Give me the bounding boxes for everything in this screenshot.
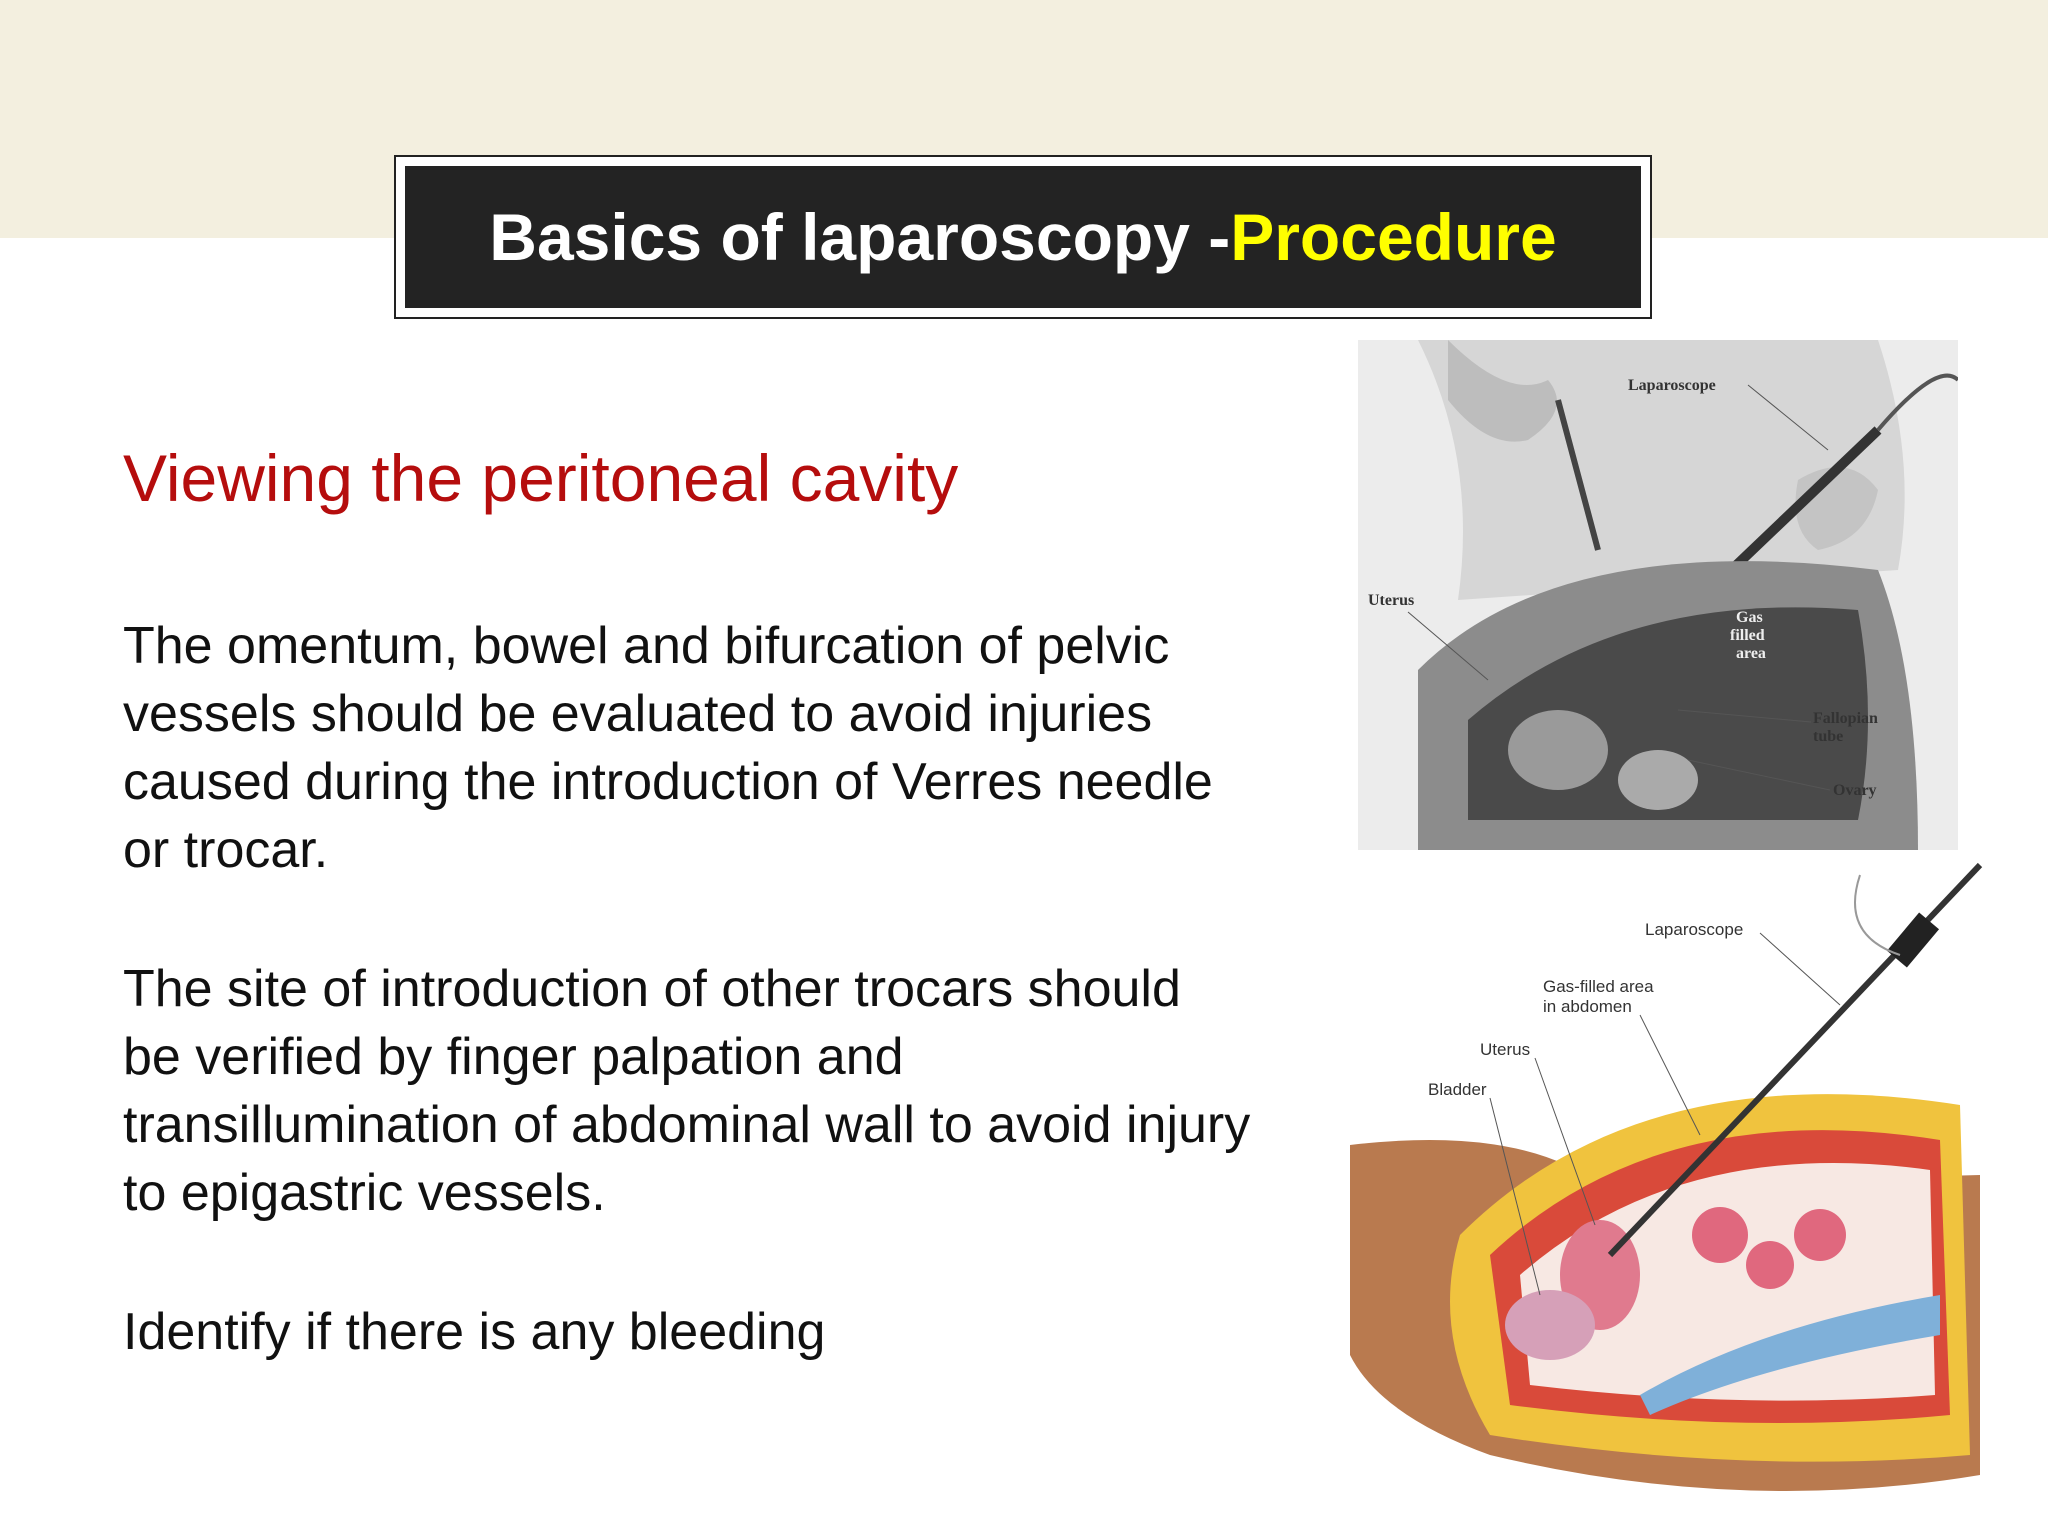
bladder-shape <box>1505 1290 1595 1360</box>
slide-title <box>405 166 1641 308</box>
uterus-shape <box>1508 710 1608 790</box>
slide-subtitle: Viewing the peritoneal cavity <box>123 441 959 515</box>
label-ovary: Ovary <box>1833 782 1877 799</box>
paragraph-2: The site of introduction of other trocars should be verified by finger palpation and transillumination of abdominal wall to avoid injury to epigastric vessels. <box>123 960 1251 1222</box>
label-fallopian-2: tube <box>1813 728 1844 745</box>
title-main: Basics of laparoscopy - <box>489 200 1231 274</box>
label-gas-2: in abdomen <box>1543 997 1632 1016</box>
paragraph-1: The omentum, bowel and bifurcation of pelvic vessels should be evaluated to avoid injuries caused during the introduction of Verres needle or trocar. <box>123 617 1213 879</box>
title-accent: Procedure <box>1230 200 1557 274</box>
label-gas-3: area <box>1736 645 1766 662</box>
organ-shape <box>1618 750 1698 810</box>
label-uterus: Uterus <box>1480 1040 1531 1059</box>
leader-laparoscope <box>1760 933 1840 1005</box>
label-bladder: Bladder <box>1428 1080 1487 1099</box>
label-fallopian-1: Fallopian <box>1813 710 1878 727</box>
label-laparoscope: Laparoscope <box>1645 920 1744 939</box>
label-gas-2: filled <box>1730 627 1765 644</box>
bowel-loop <box>1746 1241 1794 1289</box>
label-gas-1: Gas-filled area <box>1543 977 1654 996</box>
label-uterus: Uterus <box>1368 592 1415 609</box>
label-gas-1: Gas <box>1736 609 1763 626</box>
laparoscopy-illustration-grayscale <box>1358 340 1958 850</box>
bowel-loop <box>1692 1207 1748 1263</box>
light-cable <box>1855 875 1900 955</box>
paragraph-3: Identify if there is any bleeding <box>123 1303 826 1361</box>
label-laparoscope: Laparoscope <box>1628 377 1716 394</box>
laparoscopy-illustration-color <box>1340 855 2000 1505</box>
bowel-loop <box>1794 1209 1846 1261</box>
title-frame <box>394 155 1652 319</box>
